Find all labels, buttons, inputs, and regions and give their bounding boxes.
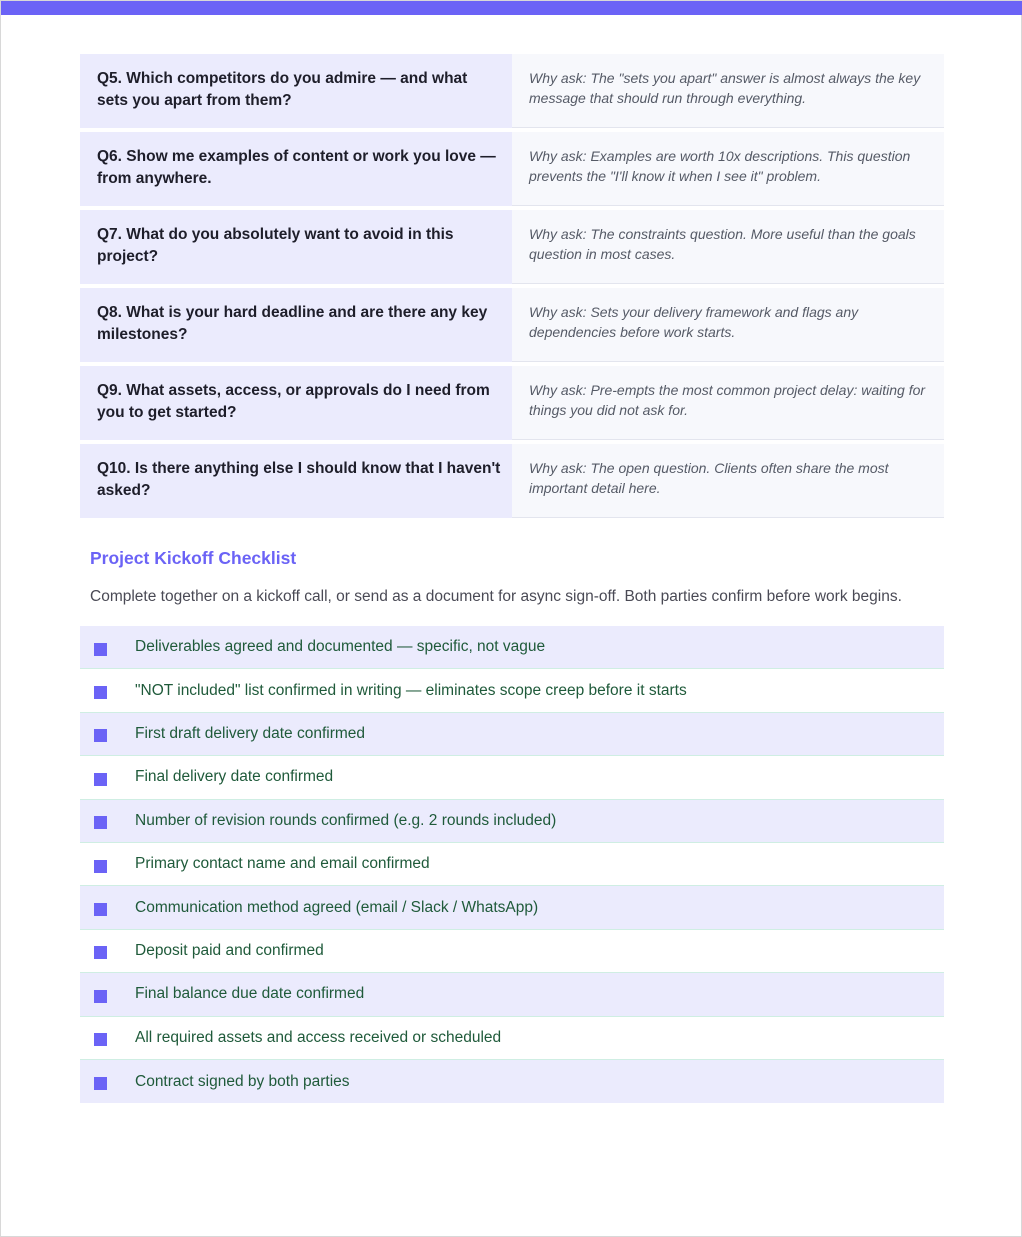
checkbox-icon[interactable] — [94, 816, 107, 829]
checkbox-icon[interactable] — [94, 946, 107, 959]
why-ask-text: Why ask: Sets your delivery framework and flags any dependencies before work starts. — [512, 288, 944, 362]
checklist-item-label: First draft delivery date confirmed — [135, 724, 366, 742]
checklist-item[interactable] — [80, 756, 944, 799]
checklist-item[interactable] — [80, 1060, 944, 1103]
checklist-item-label: All required assets and access received or scheduled — [135, 1028, 502, 1046]
question-row — [80, 366, 944, 444]
question-text: Q8. What is your hard deadline and are there any key milestones? — [80, 288, 512, 362]
checkbox-icon[interactable] — [94, 1033, 107, 1046]
checklist-item[interactable] — [80, 930, 944, 973]
checklist-item-label: Deposit paid and confirmed — [135, 941, 324, 959]
checkbox-icon[interactable] — [94, 643, 107, 656]
checkbox-icon[interactable] — [94, 773, 107, 786]
checklist-item-label: Deliverables agreed and documented — specific, not vague — [135, 638, 546, 656]
checklist-item-label: "NOT included" list confirmed in writing — eliminates scope creep before it starts — [135, 681, 687, 699]
question-row — [80, 54, 944, 132]
why-ask-text: Why ask: Examples are worth 10x descriptions. This question prevents the "I'll know it when I see it" problem. — [512, 132, 944, 206]
checklist-item[interactable] — [80, 973, 944, 1016]
why-ask-text: Why ask: Pre-empts the most common project delay: waiting for things you did not ask for. — [512, 366, 944, 440]
checkbox-icon[interactable] — [94, 1077, 107, 1090]
checkbox-icon[interactable] — [94, 990, 107, 1003]
checklist-item[interactable] — [80, 669, 944, 712]
checklist-item-label: Final balance due date confirmed — [135, 985, 365, 1003]
checkbox-icon[interactable] — [94, 860, 107, 873]
checklist-item-label: Communication method agreed (email / Slack / WhatsApp) — [135, 898, 539, 916]
question-text: Q10. Is there anything else I should know that I haven't asked? — [80, 444, 512, 518]
section-intro: Complete together on a kickoff call, or send as a document for async sign-off. Both parties confirm before work begins. — [90, 588, 902, 605]
checklist-item[interactable] — [80, 886, 944, 929]
checklist-item[interactable] — [80, 713, 944, 756]
top-accent-bar — [1, 1, 1022, 15]
question-text: Q7. What do you absolutely want to avoid in this project? — [80, 210, 512, 284]
question-text: Q5. Which competitors do you admire — and what sets you apart from them? — [80, 54, 512, 128]
why-ask-text: Why ask: The open question. Clients often share the most important detail here. — [512, 444, 944, 518]
question-row — [80, 444, 944, 522]
checklist-item-label: Final delivery date confirmed — [135, 768, 334, 786]
questions-table — [80, 54, 944, 522]
checklist-item[interactable] — [80, 1017, 944, 1060]
checklist-item-label: Primary contact name and email confirmed — [135, 855, 430, 873]
section-title: Project Kickoff Checklist — [90, 548, 297, 568]
why-ask-text: Why ask: The "sets you apart" answer is almost always the key message that should run through everything. — [512, 54, 944, 128]
question-row — [80, 132, 944, 210]
checklist-item-label: Contract signed by both parties — [135, 1072, 350, 1090]
checklist-item[interactable] — [80, 626, 944, 669]
kickoff-checklist — [80, 626, 944, 1103]
question-text: Q9. What assets, access, or approvals do I need from you to get started? — [80, 366, 512, 440]
checklist-item[interactable] — [80, 843, 944, 886]
why-ask-text: Why ask: The constraints question. More useful than the goals question in most cases. — [512, 210, 944, 284]
question-text: Q6. Show me examples of content or work you love — from anywhere. — [80, 132, 512, 206]
question-row — [80, 288, 944, 366]
question-row — [80, 210, 944, 288]
checkbox-icon[interactable] — [94, 729, 107, 742]
checkbox-icon[interactable] — [94, 686, 107, 699]
checklist-item-label: Number of revision rounds confirmed (e.g. 2 rounds included) — [135, 811, 557, 829]
checklist-item[interactable] — [80, 800, 944, 843]
checkbox-icon[interactable] — [94, 903, 107, 916]
